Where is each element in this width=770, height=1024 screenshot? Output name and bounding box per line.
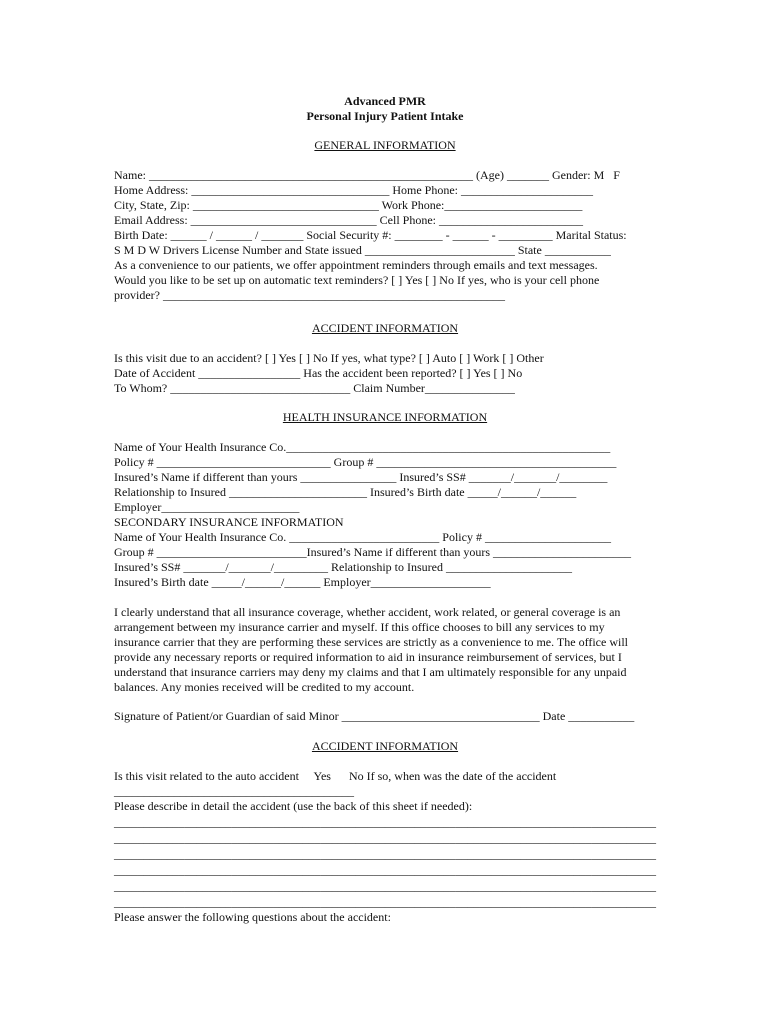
description-blank-line: ____________________________________________________________________________________________ <box>114 863 657 877</box>
secondary-company-policy-line: Name of Your Health Insurance Co. _________________________ Policy # _____________________ <box>114 530 611 544</box>
accident-info-heading: ACCIDENT INFORMATION <box>311 321 459 335</box>
accident-info-heading-2: ACCIDENT INFORMATION <box>311 739 459 753</box>
birth-date-ssn-line: Birth Date: ______ / ______ / _______ Social Security #: ________ - ______ - _________ Marital Status: <box>114 228 627 242</box>
form-title: Personal Injury Patient Intake <box>306 109 464 123</box>
authorization-paragraph-line: arrangement between my insurance carrier and myself. If this office chooses to bill any services to my <box>114 620 605 634</box>
insured-name-ss-line: Insured’s Name if different than yours ________________ Insured’s SS# _______/_______/________ <box>114 470 608 484</box>
authorization-paragraph-line: insurance carrier that they are performing these services are strictly as a convenience to me. The office will <box>114 635 628 649</box>
cell-provider-line: provider? _________________________________________________________ <box>114 288 505 302</box>
signature-date-line: Signature of Patient/or Guardian of said Minor _________________________________ Date ___________ <box>114 709 635 723</box>
insurance-company-line: Name of Your Health Insurance Co.______________________________________________________ <box>114 440 611 454</box>
city-state-zip-line: City, State, Zip: _______________________________ Work Phone:_______________________ <box>114 198 583 212</box>
description-blank-line: ____________________________________________________________________________________________ <box>114 847 657 861</box>
description-blank-line: ____________________________________________________________________________________________ <box>114 879 657 893</box>
authorization-paragraph-line: I clearly understand that all insurance coverage, whether accident, work related, or general coverage is an <box>114 605 621 619</box>
secondary-group-insured-line: Group # _________________________Insured’s Name if different than yours _______________________ <box>114 545 632 559</box>
accident-question-line: Is this visit due to an accident? [ ] Yes [ ] No If yes, what type? [ ] Auto [ ] Work [ ] Other <box>114 351 544 365</box>
description-blank-line: ____________________________________________________________________________________________ <box>114 895 657 909</box>
accident-date-line: Date of Accident _________________ Has the accident been reported? [ ] Yes [ ] No <box>114 366 523 380</box>
secondary-ss-relationship-line: Insured’s SS# _______/_______/_________ Relationship to Insured _____________________ <box>114 560 572 574</box>
reminders-note-line: As a convenience to our patients, we offer appointment reminders through emails and text messages. <box>114 258 598 272</box>
text-reminders-question-line: Would you like to be set up on automatic text reminders? [ ] Yes [ ] No If yes, who is your cell phone <box>114 273 600 287</box>
policy-group-line: Policy # _____________________________ Group # ________________________________________ <box>114 455 617 469</box>
describe-accident-prompt: Please describe in detail the accident (use the back of this sheet if needed): <box>114 799 473 813</box>
email-address-line: Email Address: _______________________________ Cell Phone: ________________________ <box>114 213 583 227</box>
secondary-insurance-heading: SECONDARY INSURANCE INFORMATION <box>114 515 344 529</box>
relationship-birth-line: Relationship to Insured _______________________ Insured’s Birth date _____/______/______ <box>114 485 577 499</box>
authorization-paragraph-line: understand that insurance carriers may deny my claims and that I am ultimately responsible for any unpaid <box>114 665 627 679</box>
accident-questions-prompt: Please answer the following questions about the accident: <box>114 910 391 924</box>
employer-line: Employer_______________________ <box>114 500 300 514</box>
authorization-paragraph-line: balances. Any monies received will be credited to my account. <box>114 680 415 694</box>
secondary-birth-employer-line: Insured’s Birth date _____/______/______ Employer____________________ <box>114 575 491 589</box>
description-blank-line: ____________________________________________________________________________________________ <box>114 815 657 829</box>
general-info-heading: GENERAL INFORMATION <box>314 138 456 152</box>
accident-date-blank: ________________________________________ <box>114 784 354 798</box>
authorization-paragraph-line: provide any necessary reports or required information to aid in insurance reimbursement of services, but I <box>114 650 622 664</box>
org-name: Advanced PMR <box>344 94 426 108</box>
description-blank-line: ____________________________________________________________________________________________ <box>114 831 657 845</box>
home-address-line: Home Address: _________________________________ Home Phone: ______________________ <box>114 183 593 197</box>
health-insurance-heading: HEALTH INSURANCE INFORMATION <box>282 410 488 424</box>
to-whom-claim-line: To Whom? ______________________________ Claim Number_______________ <box>114 381 515 395</box>
auto-accident-question-line: Is this visit related to the auto accident Yes No If so, when was the date of the accident <box>114 769 557 783</box>
name-age-gender-line: Name: ______________________________________________________ (Age) _______ Gender: M F <box>114 168 620 182</box>
marital-drivers-license-line: S M D W Drivers License Number and State issued _________________________ State ___________ <box>114 243 611 257</box>
